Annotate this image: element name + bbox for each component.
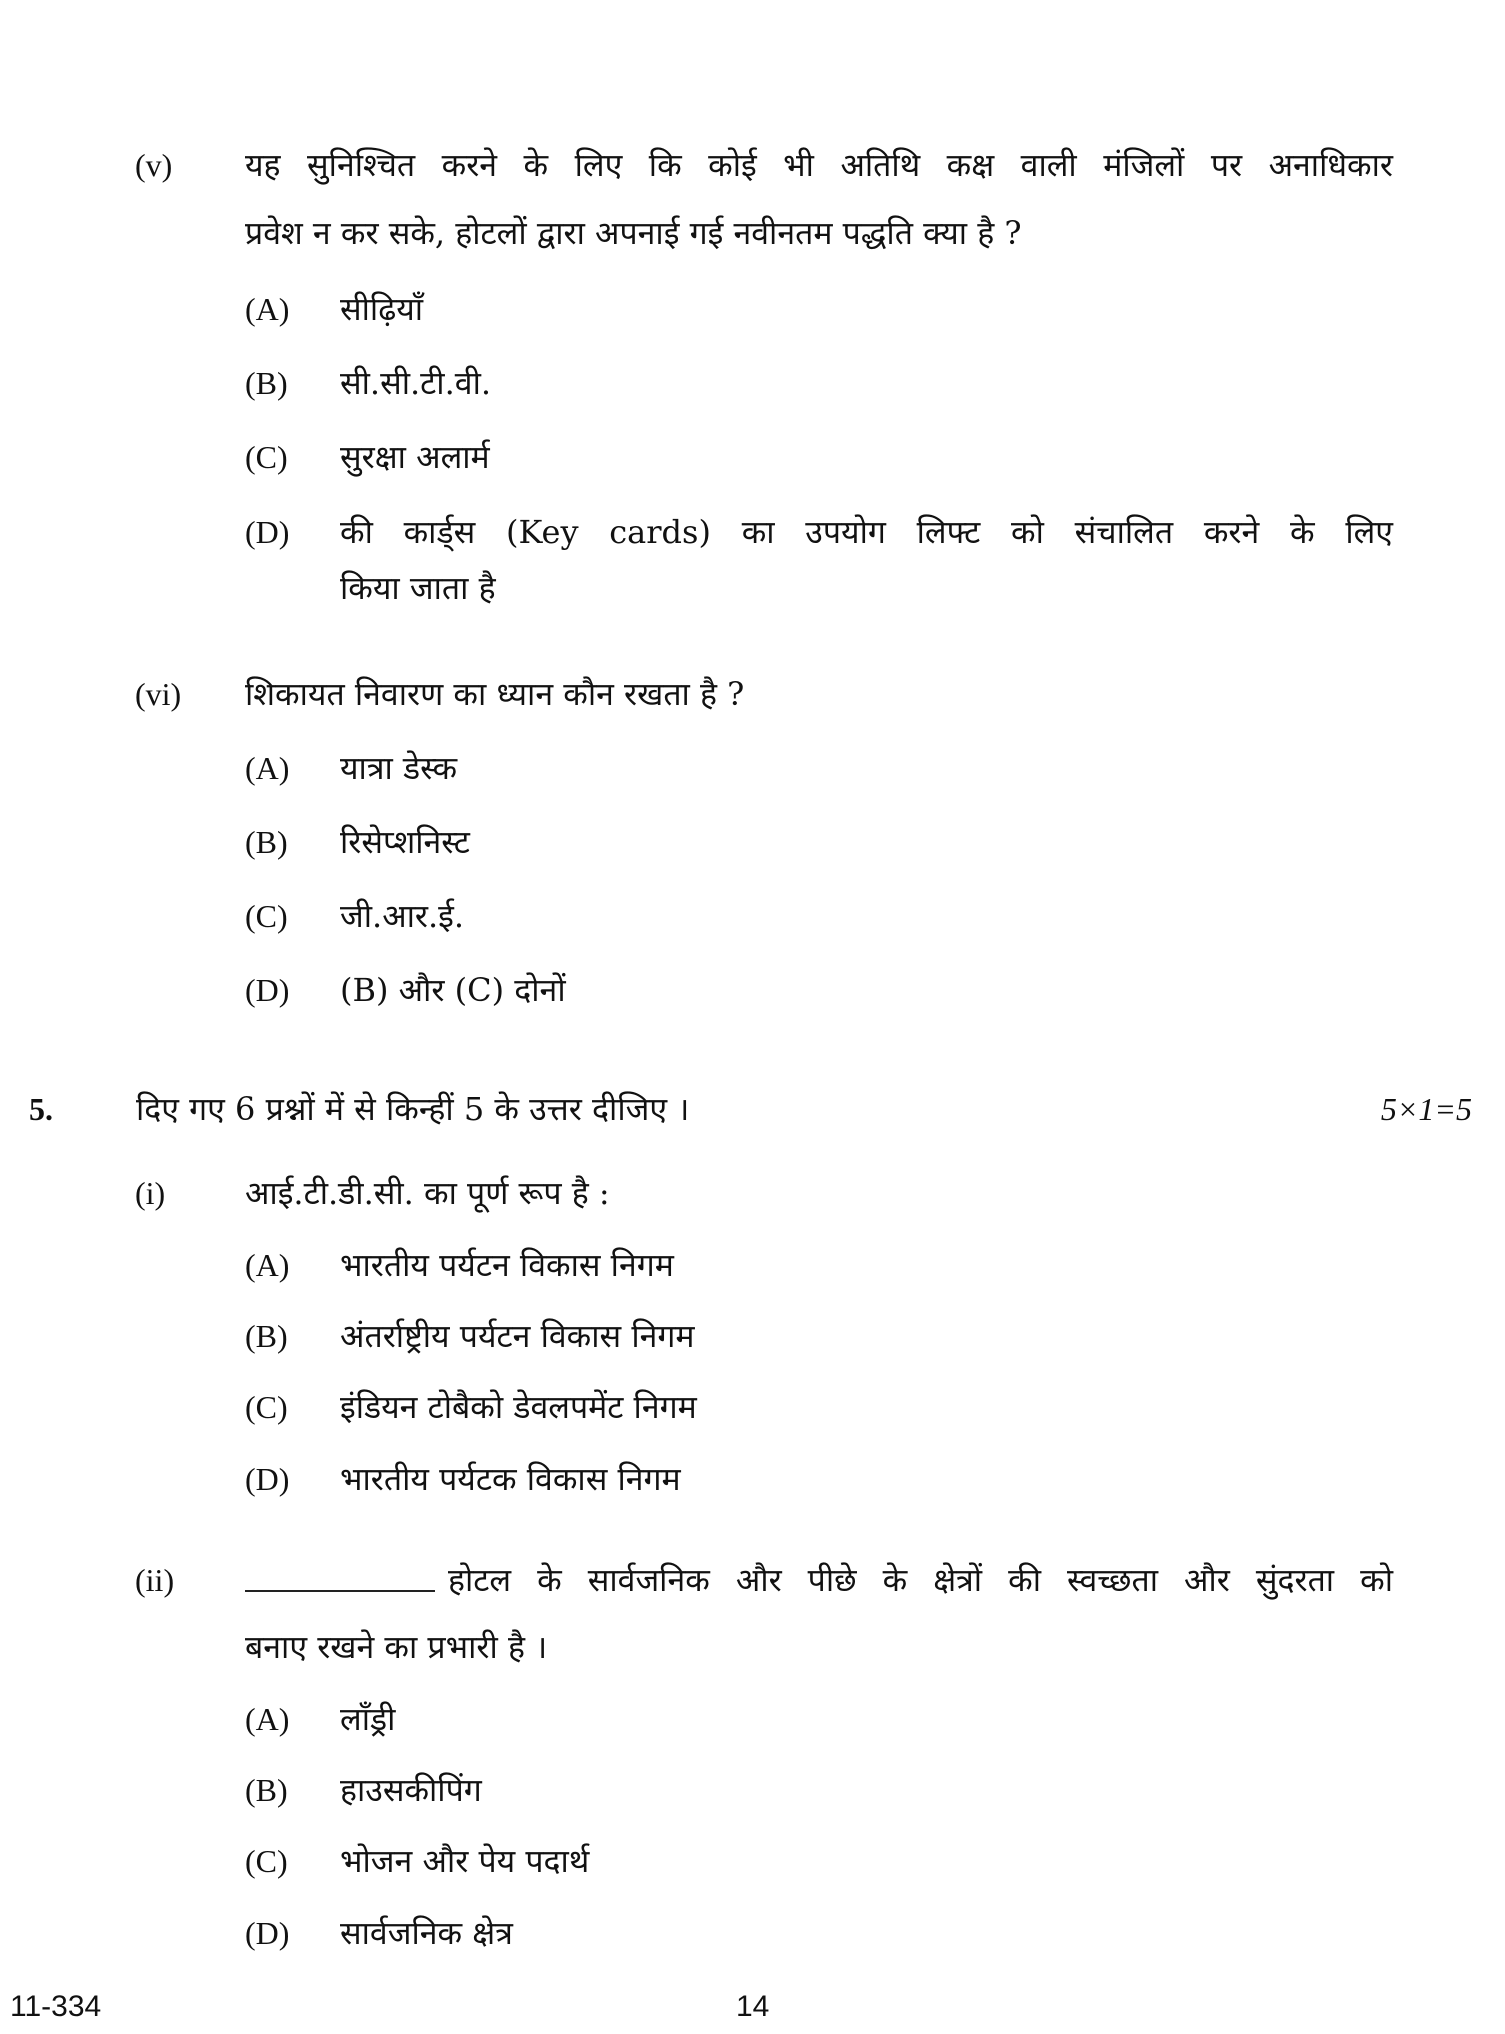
question-text: प्रवेश न कर सके, होटलों द्वारा अपनाई गई नवीनतम पद्धति क्या है ? bbox=[245, 214, 1022, 252]
option-label: (C) bbox=[245, 1389, 288, 1425]
question-number: (v) bbox=[135, 147, 173, 183]
question-text: बनाए रखने का प्रभारी है । bbox=[245, 1628, 548, 1666]
question-number: (vi) bbox=[135, 676, 182, 712]
option-label: (A) bbox=[245, 750, 290, 786]
option-text: की कार्ड्स (Key cards) का उपयोग लिफ्ट को संचालित करने के लिए bbox=[340, 513, 1393, 551]
option-text: इंडियन टोबैको डेवलपमेंट निगम bbox=[340, 1388, 697, 1426]
page-number: 14 bbox=[736, 1990, 770, 2023]
option-text: सी.सी.टी.वी. bbox=[340, 364, 492, 402]
question-number: (i) bbox=[135, 1175, 166, 1211]
option-label: (B) bbox=[245, 824, 288, 860]
option-text: अंतर्राष्ट्रीय पर्यटन विकास निगम bbox=[340, 1317, 695, 1355]
option-text: हाउसकीपिंग bbox=[340, 1771, 482, 1809]
option-label: (C) bbox=[245, 898, 288, 934]
option-label: (B) bbox=[245, 365, 288, 401]
option-text: यात्रा डेस्क bbox=[340, 749, 458, 787]
option-label: (D) bbox=[245, 1461, 290, 1497]
option-label: (D) bbox=[245, 972, 290, 1008]
fill-in-blank bbox=[245, 1562, 435, 1592]
marks: 5×1=5 bbox=[1380, 1091, 1472, 1127]
option-label: (C) bbox=[245, 439, 288, 475]
question-text: आई.टी.डी.सी. का पूर्ण रूप है : bbox=[245, 1174, 610, 1212]
question-text: दिए गए 6 प्रश्नों में से किन्हीं 5 के उत्तर दीजिए । bbox=[136, 1090, 690, 1128]
question-number: (ii) bbox=[135, 1562, 175, 1598]
option-text: सीढ़ियाँ bbox=[340, 290, 424, 328]
option-text: भारतीय पर्यटक विकास निगम bbox=[340, 1460, 681, 1498]
option-text-cont: किया जाता है bbox=[340, 569, 496, 607]
option-label: (D) bbox=[245, 514, 290, 550]
question-text: यह सुनिश्चित करने के लिए कि कोई भी अतिथि कक्ष वाली मंजिलों पर अनाधिकार bbox=[245, 146, 1393, 184]
option-label: (A) bbox=[245, 1247, 290, 1283]
question-text: होटल के सार्वजनिक और पीछे के क्षेत्रों की स्वच्छता और सुंदरता को bbox=[448, 1561, 1393, 1599]
option-text: (B) और (C) दोनों bbox=[340, 971, 566, 1009]
option-label: (D) bbox=[245, 1915, 290, 1951]
question-text: शिकायत निवारण का ध्यान कौन रखता है ? bbox=[245, 675, 745, 713]
option-text: सार्वजनिक क्षेत्र bbox=[340, 1914, 513, 1952]
question-number: 5. bbox=[29, 1091, 53, 1127]
option-text: जी.आर.ई. bbox=[340, 897, 465, 935]
option-text: भारतीय पर्यटन विकास निगम bbox=[340, 1246, 674, 1284]
option-label: (B) bbox=[245, 1772, 288, 1808]
option-label: (A) bbox=[245, 1701, 290, 1737]
option-text: लाँड्री bbox=[340, 1700, 396, 1738]
option-label: (B) bbox=[245, 1318, 288, 1354]
option-label: (A) bbox=[245, 291, 290, 327]
option-text: भोजन और पेय पदार्थ bbox=[340, 1842, 590, 1880]
paper-code: 11-334 bbox=[10, 1990, 102, 2023]
option-label: (C) bbox=[245, 1843, 288, 1879]
option-text: सुरक्षा अलार्म bbox=[340, 438, 490, 476]
option-text: रिसेप्शनिस्ट bbox=[340, 823, 470, 861]
